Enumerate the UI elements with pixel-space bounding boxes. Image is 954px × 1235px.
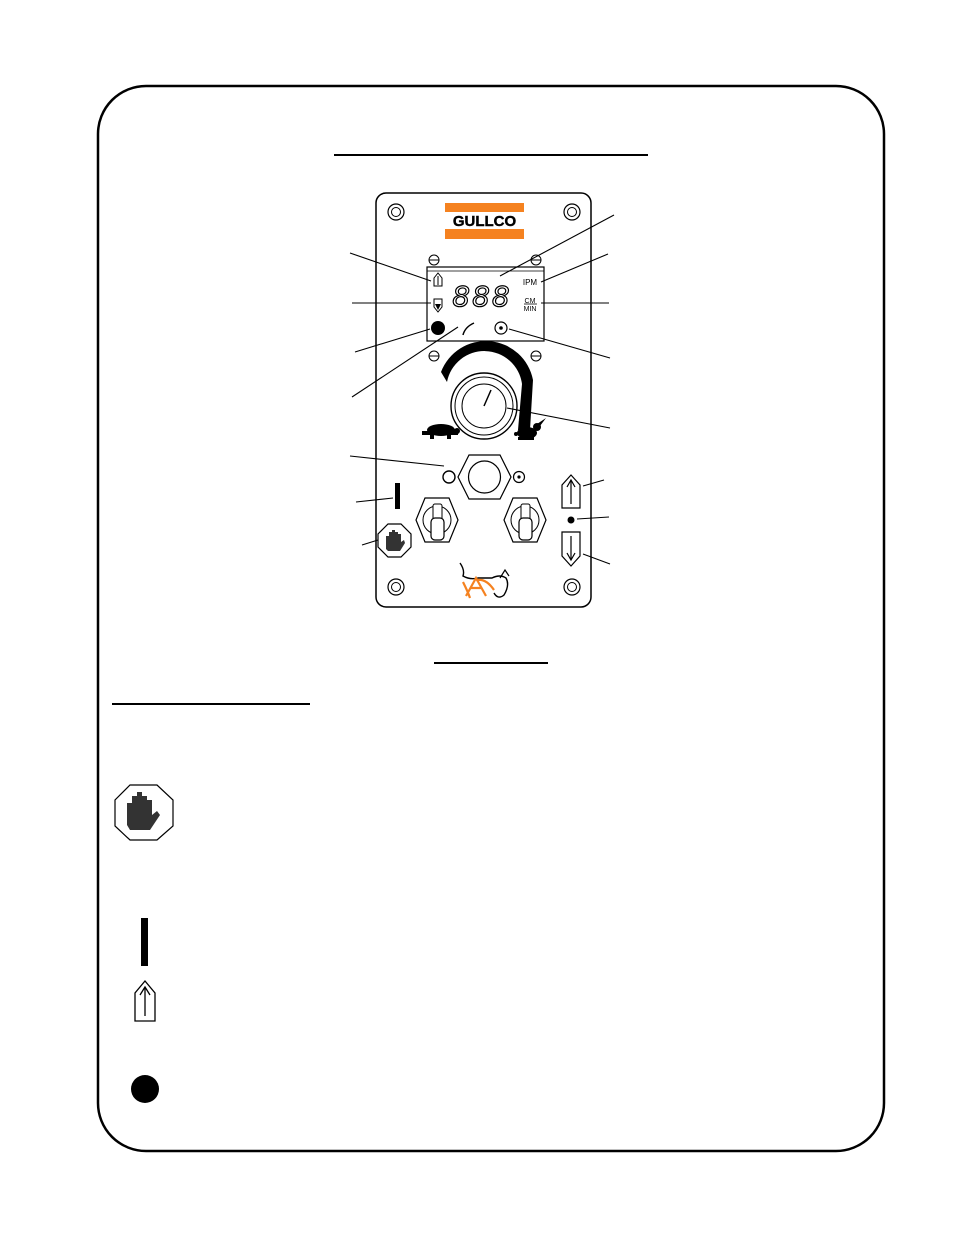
dot-icon — [568, 517, 575, 524]
legend-travel-up-arrow-icon — [135, 981, 155, 1021]
stop-hand-icon — [378, 524, 411, 557]
stop-indicator-icon — [431, 321, 445, 335]
unit-cm-label: CM — [524, 298, 536, 305]
brand-logo — [443, 203, 526, 239]
unit-min-label: MIN — [523, 306, 537, 313]
brand-logo-text: GULLCO — [452, 213, 517, 230]
speed-display: 888 — [452, 280, 512, 313]
left-toggle-switch[interactable] — [416, 498, 458, 542]
unit-ipm-label: IPM — [522, 278, 538, 287]
right-toggle-switch[interactable] — [504, 498, 546, 542]
control-panel — [376, 193, 591, 607]
center-pushbutton[interactable] — [458, 455, 511, 499]
on-bar-icon — [395, 483, 400, 509]
legend-stop-indicator-icon — [131, 1075, 159, 1103]
speed-knob[interactable] — [451, 373, 517, 439]
legend-on-bar-icon — [141, 918, 148, 966]
legend-stop-hand-icon — [115, 785, 173, 840]
